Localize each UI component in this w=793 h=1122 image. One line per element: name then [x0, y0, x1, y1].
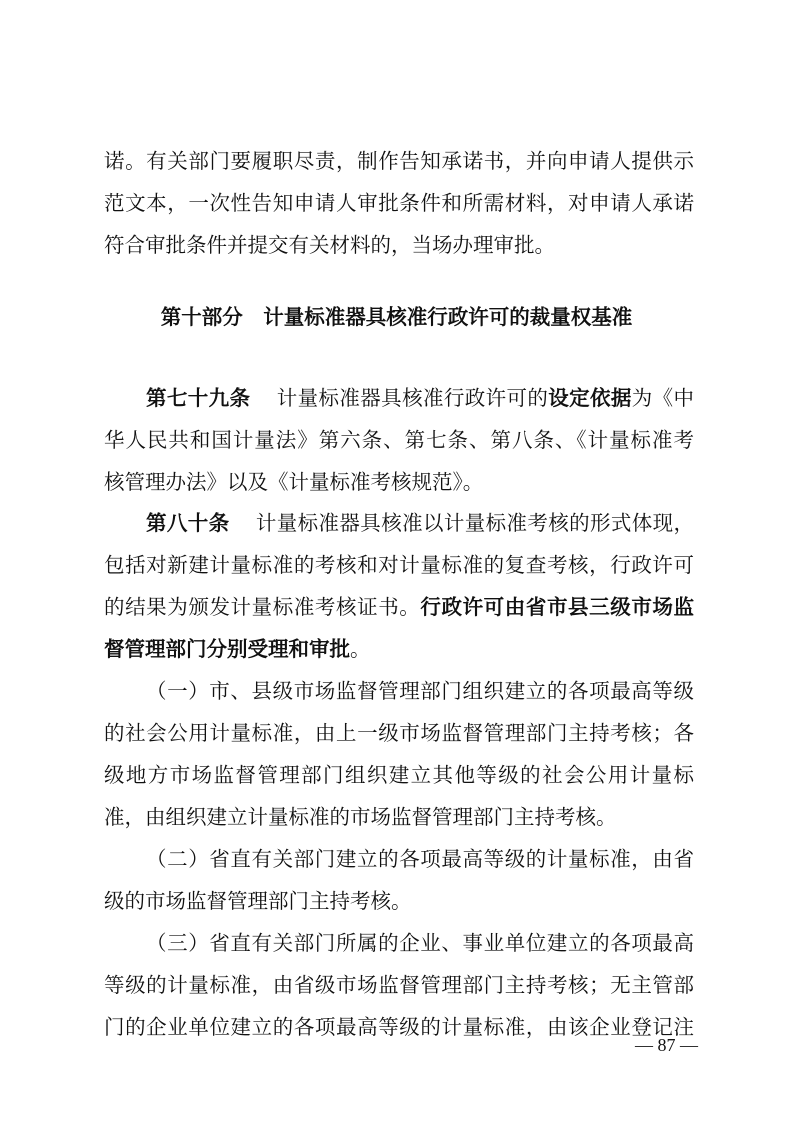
article-79-text: 为《中 — [631, 386, 695, 410]
article-80-text: 计量标准器具核准以计量标准考核的形式体现， — [255, 511, 695, 535]
article-80-emphasis: 督管理部门分别受理和审批 — [104, 637, 350, 661]
paragraph-line: 诺。有关部门要履职尽责，制作告知承诺书，并向申请人提供示 — [104, 149, 694, 173]
article-79-emphasis: 设定依据 — [548, 386, 632, 410]
item-1-line: 的社会公用计量标准，由上一级市场监督管理部门主持考核；各 — [104, 721, 694, 745]
paragraph-line: 范文本，一次性告知申请人审批条件和所需材料，对申请人承诺 — [104, 191, 694, 215]
article-80-line: 包括对新建计量标准的考核和对计量标准的复查考核，行政许可 — [104, 553, 694, 577]
article-80-line — [104, 635, 694, 663]
article-80-line — [146, 509, 694, 537]
item-1-line: （一）市、县级市场监督管理部门组织建立的各项最高等级 — [146, 679, 694, 703]
article-80-label: 第八十条 — [146, 511, 230, 535]
article-79-line — [146, 384, 694, 412]
item-3-line: 门的企业单位建立的各项最高等级的计量标准，由该企业登记注 — [104, 1015, 694, 1039]
article-80-text: 。 — [350, 637, 371, 661]
article-80-line — [104, 593, 694, 621]
item-2-line: 级的市场监督管理部门主持考核。 — [104, 889, 412, 913]
article-79-text: 计量标准器具核准行政许可的 — [276, 386, 549, 410]
item-2-line: （二）省直有关部门建立的各项最高等级的计量标准，由省 — [146, 847, 694, 871]
article-80-text: 的结果为颁发计量标准考核证书。 — [104, 595, 421, 619]
page-number: — 87 — — [635, 1035, 698, 1055]
article-79-line: 华人民共和国计量法》第六条、第七条、第八条、《计量标准考 — [104, 428, 694, 452]
article-79-label: 第七十九条 — [146, 386, 251, 410]
section-heading: 第十部分 计量标准器具核准行政许可的裁量权基准 — [160, 305, 633, 329]
paragraph-line: 符合审批条件并提交有关材料的，当场办理审批。 — [104, 233, 555, 257]
item-3-line: 等级的计量标准，由省级市场监督管理部门主持考核；无主管部 — [104, 973, 694, 997]
item-1-line: 准，由组织建立计量标准的市场监督管理部门主持考核。 — [104, 805, 617, 829]
article-80-emphasis: 行政许可由省市县三级市场监 — [420, 595, 695, 619]
item-3-line: （三）省直有关部门所属的企业、事业单位建立的各项最高 — [146, 931, 694, 955]
item-1-line: 级地方市场监督管理部门组织建立其他等级的社会公用计量标 — [104, 763, 694, 787]
article-79-line: 核管理办法》以及《计量标准考核规范》。 — [104, 470, 484, 494]
